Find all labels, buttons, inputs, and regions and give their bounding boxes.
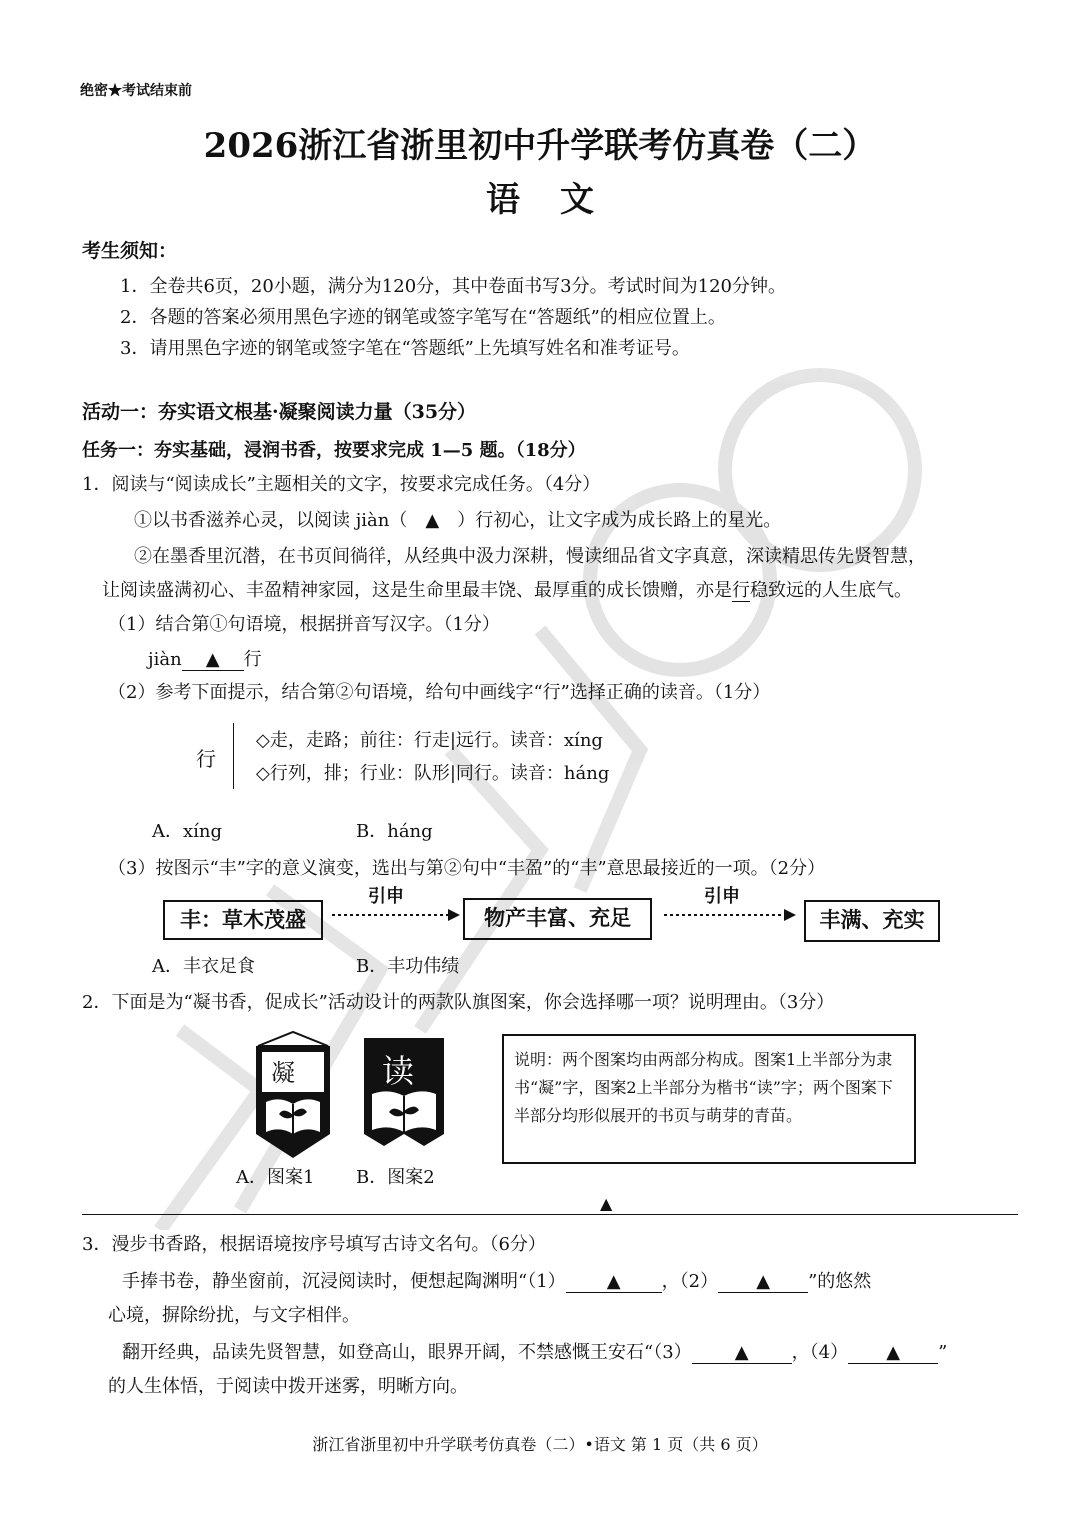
option-a[interactable]: A．图案1 bbox=[236, 1167, 315, 1188]
page-footer: 浙江省浙里初中升学联考仿真卷（二）•语文 第 1 页（共 6 页） bbox=[312, 1435, 768, 1454]
flag-1-char: 凝 bbox=[271, 1059, 295, 1087]
dotted-arrow-icon bbox=[664, 908, 796, 922]
answer-blank[interactable]: ▲ bbox=[848, 1342, 938, 1364]
flow-arrow-label-1: 引申 bbox=[368, 886, 404, 907]
explanation-box: 说明：两个图案均由两部分构成。图案1上半部分为隶书“凝”字，图案2上半部分为楷书“读”字；两个图案下半部分均形似展开的书页与萌芽的青苗。 bbox=[502, 1034, 916, 1164]
q3-paragraph2-line2: 的人生体悟，于阅读中拨开迷雾，明晰方向。 bbox=[108, 1376, 468, 1397]
option-b[interactable]: B．图案2 bbox=[356, 1167, 435, 1188]
notice-item: 3．请用黑色字迹的钢笔或签字笔在“答题纸”上先填写姓名和准考证号。 bbox=[120, 338, 690, 359]
underlined-char: 行 bbox=[732, 580, 750, 601]
notice-item: 1．全卷共6页，20小题，满分为120分，其中卷面书写3分。考试时间为120分钟。 bbox=[120, 276, 786, 297]
exam-title: 2026浙江省浙里初中升学联考仿真卷（二） bbox=[203, 126, 877, 166]
answer-line[interactable] bbox=[82, 1214, 1018, 1215]
flow-box-2: 物产丰富、充足 bbox=[463, 898, 652, 940]
option-a[interactable]: A．xíng bbox=[152, 821, 223, 842]
dotted-arrow-icon bbox=[332, 908, 460, 922]
flow-arrow-label-2: 引申 bbox=[704, 886, 740, 907]
q3-paragraph1-line2: 心境，摒除纷扰，与文字相伴。 bbox=[108, 1305, 360, 1326]
q3-paragraph1-line1: 手捧书卷，静坐窗前，沉浸阅读时，便想起陶渊明“（1） ▲ ，（2） ▲ ”的悠然 bbox=[122, 1271, 872, 1292]
q1-stem: 1．阅读与“阅读成长”主题相关的文字，按要求完成任务。（4分） bbox=[82, 474, 601, 495]
q1-part1-answer: jiàn ▲ 行 bbox=[148, 649, 262, 670]
answer-blank[interactable]: ▲ bbox=[182, 649, 244, 671]
bracket-line bbox=[233, 723, 234, 789]
q1-part1: （1）结合第①句语境，根据拼音写汉字。（1分） bbox=[108, 614, 500, 635]
definition-2: ◇行列，排；行业：队形|同行。读音：háng bbox=[256, 763, 610, 784]
answer-blank[interactable]: ▲ bbox=[692, 1342, 792, 1364]
option-b[interactable]: B．丰功伟绩 bbox=[356, 956, 460, 977]
subject-title: 语文 bbox=[486, 180, 634, 220]
answer-blank[interactable]: ▲ bbox=[566, 1271, 662, 1293]
notice-item: 2．各题的答案必须用黑色字迹的钢笔或签字笔写在“答题纸”的相应位置上。 bbox=[120, 307, 726, 328]
bracket-char: 行 bbox=[196, 747, 216, 771]
answer-marker: ▲ bbox=[600, 1194, 613, 1213]
flag-2-char: 读 bbox=[382, 1052, 415, 1090]
option-b[interactable]: B．háng bbox=[356, 821, 433, 842]
flag-1-image bbox=[248, 1030, 338, 1160]
q1-part2: （2）参考下面提示，结合第②句语境，给句中画线字“行”选择正确的读音。（1分） bbox=[108, 682, 771, 703]
q2-stem: 2．下面是为“凝书香，促成长”活动设计的两款队旗图案，你会选择哪一项？说明理由。（3分） bbox=[82, 992, 835, 1013]
q1-sentence2-line1: ②在墨香里沉潜，在书页间徜徉，从经典中汲力深耕，慢读细品省文字真意，深读精思传先贤智慧， bbox=[134, 546, 926, 567]
flow-box-1: 丰：草木茂盛 bbox=[163, 900, 323, 940]
activity-heading: 活动一：夯实语文根基·凝聚阅读力量（35分） bbox=[82, 401, 477, 423]
q3-stem: 3．漫步书香路，根据语境按序号填写古诗文名句。（6分） bbox=[82, 1234, 546, 1255]
confidential-label: 绝密★考试结束前 bbox=[80, 83, 192, 99]
definition-1: ◇走，走路；前往：行走|远行。读音：xíng bbox=[256, 730, 603, 751]
task-heading: 任务一：夯实基础，浸润书香，按要求完成 1—5 题。（18分） bbox=[82, 440, 586, 461]
q3-paragraph2-line1: 翻开经典，品读先贤智慧，如登高山，眼界开阔，不禁感慨王安石“（3） ▲ ，（4） ▲ ” bbox=[122, 1342, 948, 1363]
q1-sentence2-line2: 让阅读盛满初心、丰盈精神家园，这是生命里最丰饶、最厚重的成长馈赠，亦是行稳致远的人生底气。 bbox=[102, 580, 912, 601]
option-a[interactable]: A．丰衣足食 bbox=[152, 956, 255, 977]
answer-blank[interactable]: ▲ bbox=[718, 1271, 808, 1293]
q1-sentence1: ①以书香滋养心灵，以阅读 jiàn（ ▲ ）行初心，让文字成为成长路上的星光。 bbox=[134, 510, 782, 531]
notice-heading: 考生须知： bbox=[82, 240, 178, 262]
q1-part3: （3）按图示“丰”字的意义演变，选出与第②句中“丰盈”的“丰”意思最接近的一项。（2分） bbox=[108, 858, 826, 879]
flow-box-3: 丰满、充实 bbox=[804, 900, 940, 942]
